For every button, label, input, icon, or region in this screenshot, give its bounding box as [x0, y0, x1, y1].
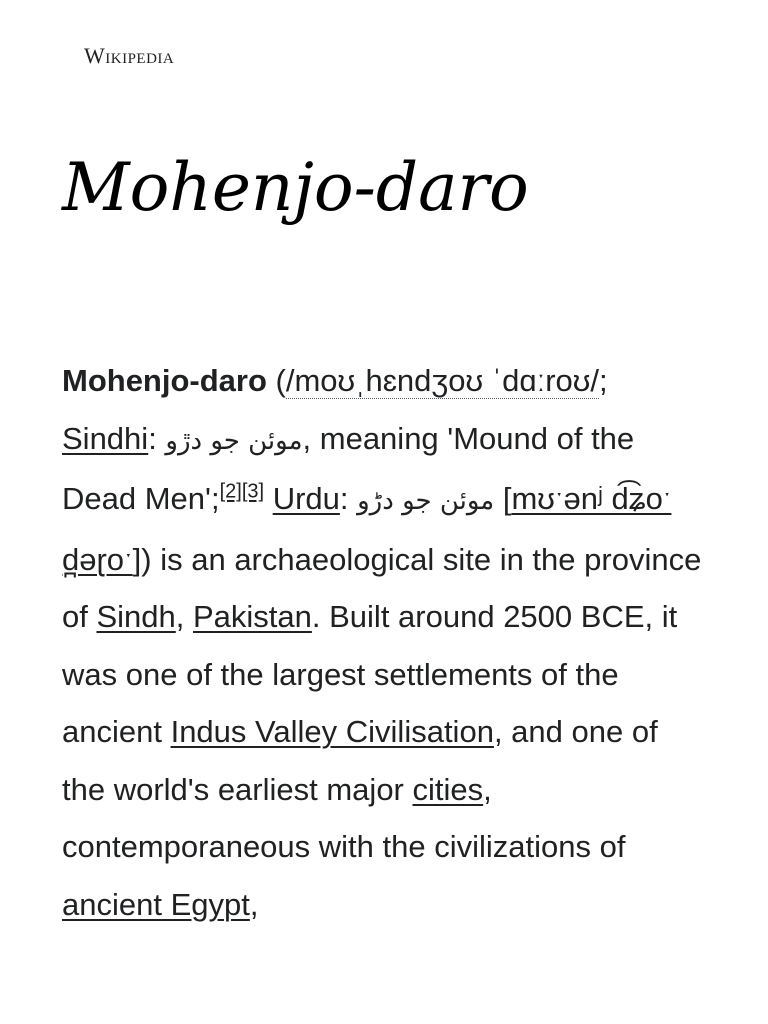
reference-2	[220, 481, 242, 503]
ipa-urdu-link[interactable]: mʊˑənʲ d͡ʑoˑ d̪əɽoˑ	[62, 481, 672, 577]
urdu-link[interactable]: Urdu	[272, 481, 340, 516]
reference-3	[242, 481, 264, 503]
lead-text-open-paren: (	[266, 363, 286, 398]
pakistan-link[interactable]: Pakistan	[193, 599, 312, 634]
lead-text-earliest: , and one of the world's earliest major	[62, 714, 658, 807]
indus-valley-civilisation-link[interactable]: Indus Valley Civilisation	[170, 714, 494, 749]
lead-text-open-bracket: [	[494, 481, 512, 516]
ipa-english-link[interactable]: /moʊˌhɛndʒoʊ ˈdɑːroʊ/	[285, 363, 599, 398]
reference-3-link[interactable]: [3]	[241, 480, 265, 503]
sindhi-script: موئن جو دڙو	[165, 425, 303, 456]
lead-bold-name: Mohenjo-daro	[62, 363, 267, 398]
ancient-egypt-link[interactable]: ancient Egypt	[62, 886, 250, 922]
sindhi-link[interactable]: Sindhi	[62, 420, 149, 456]
sindh-link[interactable]: Sindh	[96, 599, 176, 634]
lead-text-colon-2: :	[339, 481, 358, 516]
lead-text-built: . Built around 2500 BCE, it was one of the largest settlements of the ancient	[62, 599, 678, 749]
lead-text-site: ]) is an archaeological site in the province of	[62, 541, 702, 634]
wikipedia-wordmark[interactable]: Wikipedia	[84, 43, 175, 68]
urdu-script: موئن جو دڑو	[357, 486, 495, 516]
cities-link[interactable]: cities	[412, 771, 484, 807]
lead-text-colon: :	[148, 420, 166, 456]
page-title: Mohenjo-daro	[62, 149, 529, 226]
lead-text-space	[264, 481, 273, 516]
reference-2-link[interactable]: [2]	[219, 480, 242, 503]
lead-text-sep: ;	[599, 363, 608, 398]
lead-text-comma: ,	[175, 599, 193, 634]
lead-text-meaning: , meaning 'Mound of the Dead Men';	[62, 420, 635, 516]
lead-paragraph	[62, 352, 708, 933]
lead-text-contemporaneous: , contemporaneous with the civilizations of	[62, 771, 626, 864]
lead-text-trailing: ,	[249, 886, 259, 922]
